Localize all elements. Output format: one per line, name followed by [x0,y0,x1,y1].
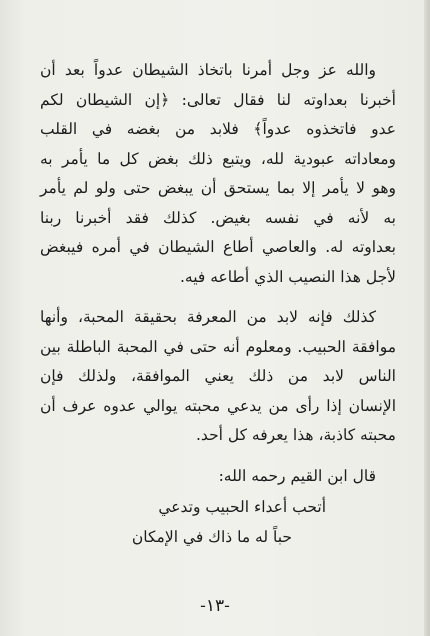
text-line: الإنسان إذا رأى من يدعي محبته يوالي عدوه عرف أن [40,396,396,415]
text-line: عدو فاتخذوه عدواً﴾ فلابد من بغضه في القلب [40,120,396,138]
text-line: محبته كاذبة، هذا يعرفه كل أحد. [196,426,396,444]
text-line: ومعاداته عبودية لله، ويتبع ذلك بغض كل ما يأمر به [40,149,396,168]
poem-line-2: حباً له ما ذاك في الإمكان [131,527,292,546]
body-text [40,56,396,552]
text-line: لأجل هذا النصيب الذي أطاعه فيه. [179,267,396,286]
text-line: أخبرنا بعداوته لنا فقال تعالى: ﴿إن الشيطان لكم [40,90,396,109]
page-gutter [424,0,430,636]
quote-intro: قال ابن القيم رحمه الله: [218,466,376,485]
text-line: موافقة الحبيب. ومعلوم أنه حتى في المحبة الباطلة بين [40,337,396,356]
poem-line-1: أتحب أعداء الحبيب وتدعي [158,498,326,516]
paragraph-3 [40,462,396,492]
paragraph-2 [40,303,396,451]
text-line: وهو لا يأمر إلا بما يستحق أن يبغض حتى ولو لم يأمر [40,179,396,197]
paragraph-1 [40,56,396,292]
text-line: بعداوته له. والعاصي أطاع الشيطان في أمره فيبغض [40,238,396,256]
text-line: والله عز وجل أمرنا باتخاذ الشيطان عدواً بعد أن [40,61,376,79]
text-line: كذلك فإنه لابد من المعرفة بحقيقة المحبة، وأنها [40,308,376,326]
text-line: الناس لابد من ذلك يعني الموافقة، ولذلك فإن [40,367,396,385]
poem [40,493,396,552]
text-line: به لأنه في نفسه بغيض. كذلك فقد أخبرنا ربنا [40,208,396,227]
page-number: -١٣- [200,596,230,616]
